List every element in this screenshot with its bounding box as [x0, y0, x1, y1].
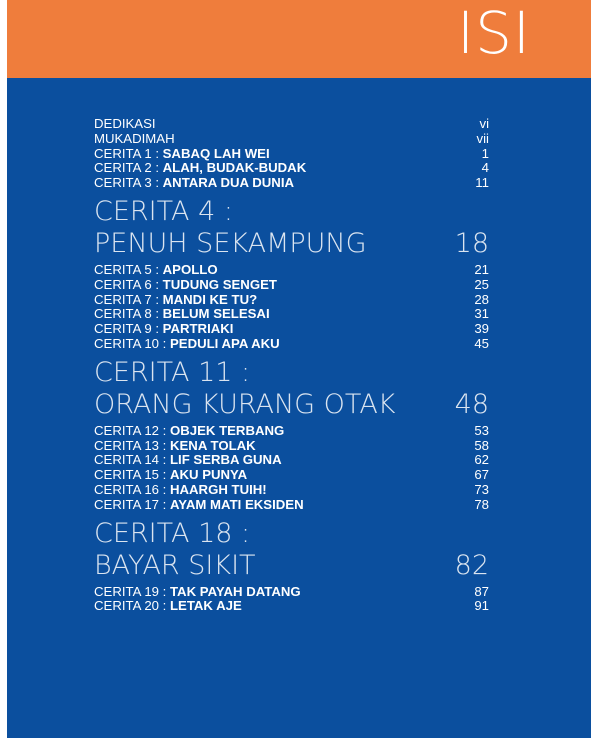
toc-entry-title: PARTRIAKI	[162, 321, 234, 337]
toc-entry-page: 31	[474, 306, 489, 322]
toc-entry-prefix: CERITA 9 :	[94, 321, 163, 337]
toc-entry-prefix: CERITA 7 :	[94, 291, 163, 307]
toc-entry-label	[94, 307, 270, 322]
toc-entry-prefix: CERITA 1 :	[94, 145, 163, 161]
section-heading: CERITA 4 :	[94, 195, 233, 227]
toc-entry-prefix: CERITA 5 :	[94, 261, 163, 277]
toc-entry-label	[94, 483, 267, 498]
toc-entry[interactable]	[94, 161, 489, 176]
toc-entry-page: 1	[481, 145, 489, 161]
toc-entry-page: 11	[475, 175, 489, 191]
toc-entry-title: KENA TOLAK	[169, 437, 256, 453]
toc-entry-label	[94, 498, 304, 513]
section-page: 82	[454, 549, 489, 581]
toc-entry-title: TAK PAYAH DATANG	[169, 583, 301, 599]
toc-entry-page: 4	[481, 160, 489, 176]
section-title: ORANG KURANG OTAK	[94, 388, 396, 420]
toc-entry-label	[94, 337, 280, 352]
toc-entry-prefix: CERITA 2 :	[94, 160, 163, 176]
toc-entry[interactable]	[94, 439, 489, 454]
toc-entry[interactable]	[94, 263, 489, 278]
toc-entry-title: ANTARA DUA DUNIA	[162, 175, 295, 191]
toc-entry-label	[94, 132, 175, 147]
toc-entry-prefix: CERITA 3 :	[94, 175, 163, 191]
toc-entry-prefix: CERITA 15 :	[94, 467, 170, 483]
toc-entry-title: AKU PUNYA	[169, 467, 248, 483]
toc-entry-prefix: DEDIKASI	[94, 116, 156, 131]
toc-entry[interactable]	[94, 483, 489, 498]
toc-entry[interactable]	[94, 468, 489, 483]
toc-entry-label	[94, 453, 282, 468]
toc-entry-title: ALAH, BUDAK-BUDAK	[162, 160, 307, 176]
section-title-row[interactable]	[94, 227, 489, 261]
toc-entry-page: 73	[474, 481, 489, 497]
toc-entry-page: 78	[474, 496, 489, 512]
toc-entry-page: 25	[474, 276, 489, 292]
toc-entry-prefix: CERITA 16 :	[94, 481, 170, 497]
section-page: 18	[454, 227, 489, 259]
toc-entry-title: BELUM SELESAI	[162, 306, 270, 322]
toc-section	[94, 358, 489, 513]
toc-entry-prefix: CERITA 20 :	[94, 598, 170, 614]
toc-entry[interactable]	[94, 424, 489, 439]
toc-entry-label	[94, 599, 242, 614]
toc-entry[interactable]	[94, 278, 489, 293]
toc-entry-prefix: CERITA 8 :	[94, 306, 163, 322]
toc-entry-label	[94, 147, 270, 162]
toc-entry-page: 67	[474, 467, 489, 483]
toc-section	[94, 197, 489, 352]
toc-entry[interactable]	[94, 117, 489, 132]
toc-entry[interactable]	[94, 132, 489, 147]
section-title: BAYAR SIKIT	[94, 549, 256, 581]
toc-entry-page: 45	[474, 335, 489, 351]
header-bar	[7, 0, 591, 78]
toc-entry-label	[94, 161, 306, 176]
toc-entry-label	[94, 322, 233, 337]
toc-entry-page: 39	[474, 321, 489, 337]
toc-entry-label	[94, 424, 284, 439]
toc-entry-prefix: CERITA 19 :	[94, 583, 170, 599]
toc-entry[interactable]	[94, 322, 489, 337]
toc-entry-page: 87	[474, 583, 489, 599]
toc-entry-prefix: MUKADIMAH	[94, 130, 175, 146]
toc-entry[interactable]	[94, 307, 489, 322]
toc-entry-label	[94, 439, 256, 454]
toc-entry-label	[94, 468, 247, 483]
section-page: 48	[454, 388, 489, 420]
toc-entry-prefix: CERITA 6 :	[94, 276, 163, 292]
toc-section	[94, 519, 489, 615]
toc-entry-title: APOLLO	[162, 261, 218, 277]
toc-entry-title: HAARGH TUIH!	[169, 481, 267, 497]
toc-entry-page: 91	[474, 598, 489, 614]
toc-entry[interactable]	[94, 453, 489, 468]
toc-entry-prefix: CERITA 14 :	[94, 452, 170, 468]
toc-entry-prefix: CERITA 12 :	[94, 422, 170, 438]
toc-entry-title: MANDI KE TU?	[162, 291, 258, 307]
section-heading: CERITA 18 :	[94, 517, 251, 549]
section-heading: CERITA 11 :	[94, 356, 251, 388]
toc-entry-label	[94, 117, 156, 132]
toc-entry-page: 53	[474, 422, 489, 438]
toc-entry-page: vii	[476, 130, 489, 146]
toc-entry-label	[94, 278, 277, 293]
table-of-contents	[94, 117, 489, 614]
section-title: PENUH SEKAMPUNG	[94, 227, 367, 259]
toc-entry-title: LETAK AJE	[169, 598, 242, 614]
toc-entry-title: SABAQ LAH WEI	[162, 145, 270, 161]
toc-entry-label	[94, 293, 257, 308]
toc-entry[interactable]	[94, 337, 489, 352]
toc-entry-label	[94, 263, 218, 278]
toc-entry-label	[94, 585, 301, 600]
section-title-row[interactable]	[94, 388, 489, 422]
toc-entry-label	[94, 176, 294, 191]
toc-entry-page: 28	[474, 291, 489, 307]
toc-entry-page: 21	[474, 261, 489, 277]
toc-entry[interactable]	[94, 147, 489, 162]
toc-entry[interactable]	[94, 176, 489, 191]
toc-entry-prefix: CERITA 13 :	[94, 437, 170, 453]
toc-entry-page: 62	[474, 452, 489, 468]
toc-entry-title: OBJEK TERBANG	[169, 422, 285, 438]
toc-entry-page: 58	[474, 437, 489, 453]
toc-entry-title: AYAM MATI EKSIDEN	[169, 496, 304, 512]
toc-entry[interactable]	[94, 599, 489, 614]
toc-entry[interactable]	[94, 293, 489, 308]
toc-entry[interactable]	[94, 498, 489, 513]
group-list	[94, 197, 489, 614]
toc-entry[interactable]	[94, 585, 489, 600]
toc-entry-title: PEDULI APA AKU	[169, 335, 280, 351]
toc-entry-title: TUDUNG SENGET	[162, 276, 277, 292]
toc-entry-page: vi	[479, 116, 489, 131]
toc-entry-prefix: CERITA 10 :	[94, 335, 170, 351]
toc-entry-title: LIF SERBA GUNA	[169, 452, 282, 468]
page-title: ISI	[456, 0, 531, 67]
section-title-row[interactable]	[94, 549, 489, 583]
intro-list	[94, 117, 489, 191]
toc-entry-prefix: CERITA 17 :	[94, 496, 170, 512]
